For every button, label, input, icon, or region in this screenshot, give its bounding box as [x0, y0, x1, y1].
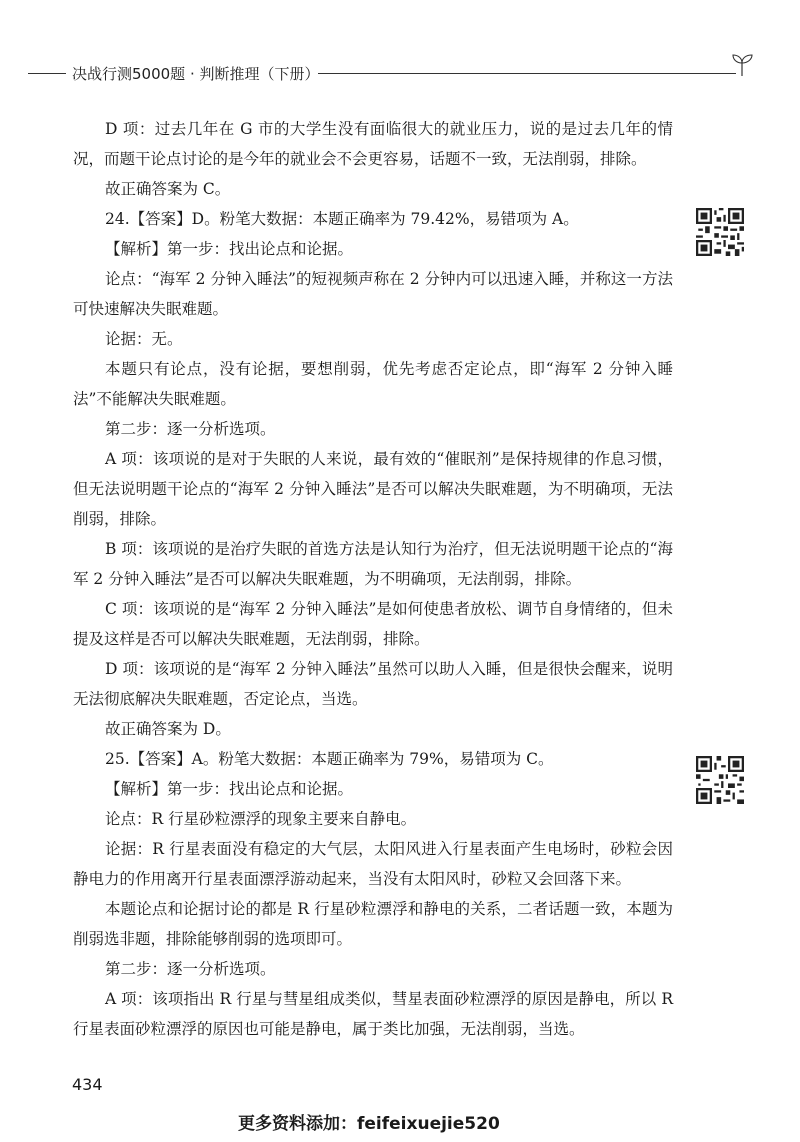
option-c-explanation-q24: C 项：该项说的是“海军 2 分钟入睡法”是如何使患者放松、调节自身情绪的，但未提及这样是否可以解决失眠难题，无法削弱，排除。 — [73, 600, 673, 648]
answer-header-q25: 25.【答案】A。粉笔大数据：本题正确率为 79%，易错项为 C。 — [105, 750, 554, 768]
argument-evidence-q24: 论据：无。 — [105, 330, 183, 348]
answer-summary-q23: 故正确答案为 C。 — [105, 180, 231, 198]
option-a-explanation-q24: A 项：该项说的是对于失眠的人来说，最有效的“催眠剂”是保持规律的作息习惯，但无法说明题干论点的“海军 2 分钟入睡法”是否可以解决失眠难题，为不明确项，无法削弱，排除。 — [73, 450, 673, 528]
sprout-icon — [728, 50, 756, 78]
page-content — [73, 114, 673, 1044]
analysis-step1-q24: 【解析】第一步：找出论点和论据。 — [105, 240, 354, 258]
option-d-explanation-q23: D 项：过去几年在 G 市的大学生没有面临很大的就业压力，说的是过去几年的情况，而题干论点讨论的是今年的就业会不会更容易，话题不一致，无法削弱，排除。 — [73, 120, 673, 168]
argument-point-q24: 论点：“海军 2 分钟入睡法”的短视频声称在 2 分钟内可以迅速入睡，并称这一方法可快速解决失眠难题。 — [73, 270, 673, 318]
option-d-explanation-q24: D 项：该项说的是“海军 2 分钟入睡法”虽然可以助人入睡，但是很快会醒来，说明无法彻底解决失眠难题，否定论点，当选。 — [73, 660, 673, 708]
analysis-note-q24: 本题只有论点，没有论据，要想削弱，优先考虑否定论点，即“海军 2 分钟入睡法”不能解决失眠难题。 — [73, 360, 673, 408]
running-header — [0, 62, 800, 84]
argument-point-q25: 论点：R 行星砂粒漂浮的现象主要来自静电。 — [105, 810, 417, 828]
argument-evidence-q25: 论据：R 行星表面没有稳定的大气层，太阳风进入行星表面产生电场时，砂粒会因静电力的作用离开行星表面漂浮游动起来，当没有太阳风时，砂粒又会回落下来。 — [73, 840, 673, 888]
qr-code-icon — [696, 756, 744, 804]
answer-header-q24: 24.【答案】D。粉笔大数据：本题正确率为 79.42%，易错项为 A。 — [105, 210, 579, 228]
analysis-note-q25: 本题论点和论据讨论的都是 R 行星砂粒漂浮和静电的关系，二者话题一致，本题为削弱选非题，排除能够削弱的选项即可。 — [73, 900, 673, 948]
analysis-step2-q25: 第二步：逐一分析选项。 — [105, 960, 276, 978]
page-number: 434 — [72, 1075, 103, 1094]
analysis-step1-q25: 【解析】第一步：找出论点和论据。 — [105, 780, 354, 798]
option-b-explanation-q24: B 项：该项说的是治疗失眠的首选方法是认知行为治疗，但无法说明题干论点的“海军 2 分钟入睡法”是否可以解决失眠难题，为不明确项，无法削弱，排除。 — [73, 540, 673, 588]
option-a-explanation-q25: A 项：该项指出 R 行星与彗星组成类似，彗星表面砂粒漂浮的原因是静电，所以 R 行星表面砂粒漂浮的原因也可能是静电，属于类比加强，无法削弱，当选。 — [73, 990, 673, 1038]
book-title: 决战行测5000题 · 判断推理（下册） — [72, 65, 320, 83]
analysis-step2-q24: 第二步：逐一分析选项。 — [105, 420, 276, 438]
header-rule-right — [318, 73, 736, 74]
qr-code-icon — [696, 208, 744, 256]
answer-summary-q24: 故正确答案为 D。 — [105, 720, 231, 738]
footer-contact: 更多资料添加：feifeixuejie520 — [238, 1114, 500, 1134]
header-rule-left — [28, 73, 66, 74]
